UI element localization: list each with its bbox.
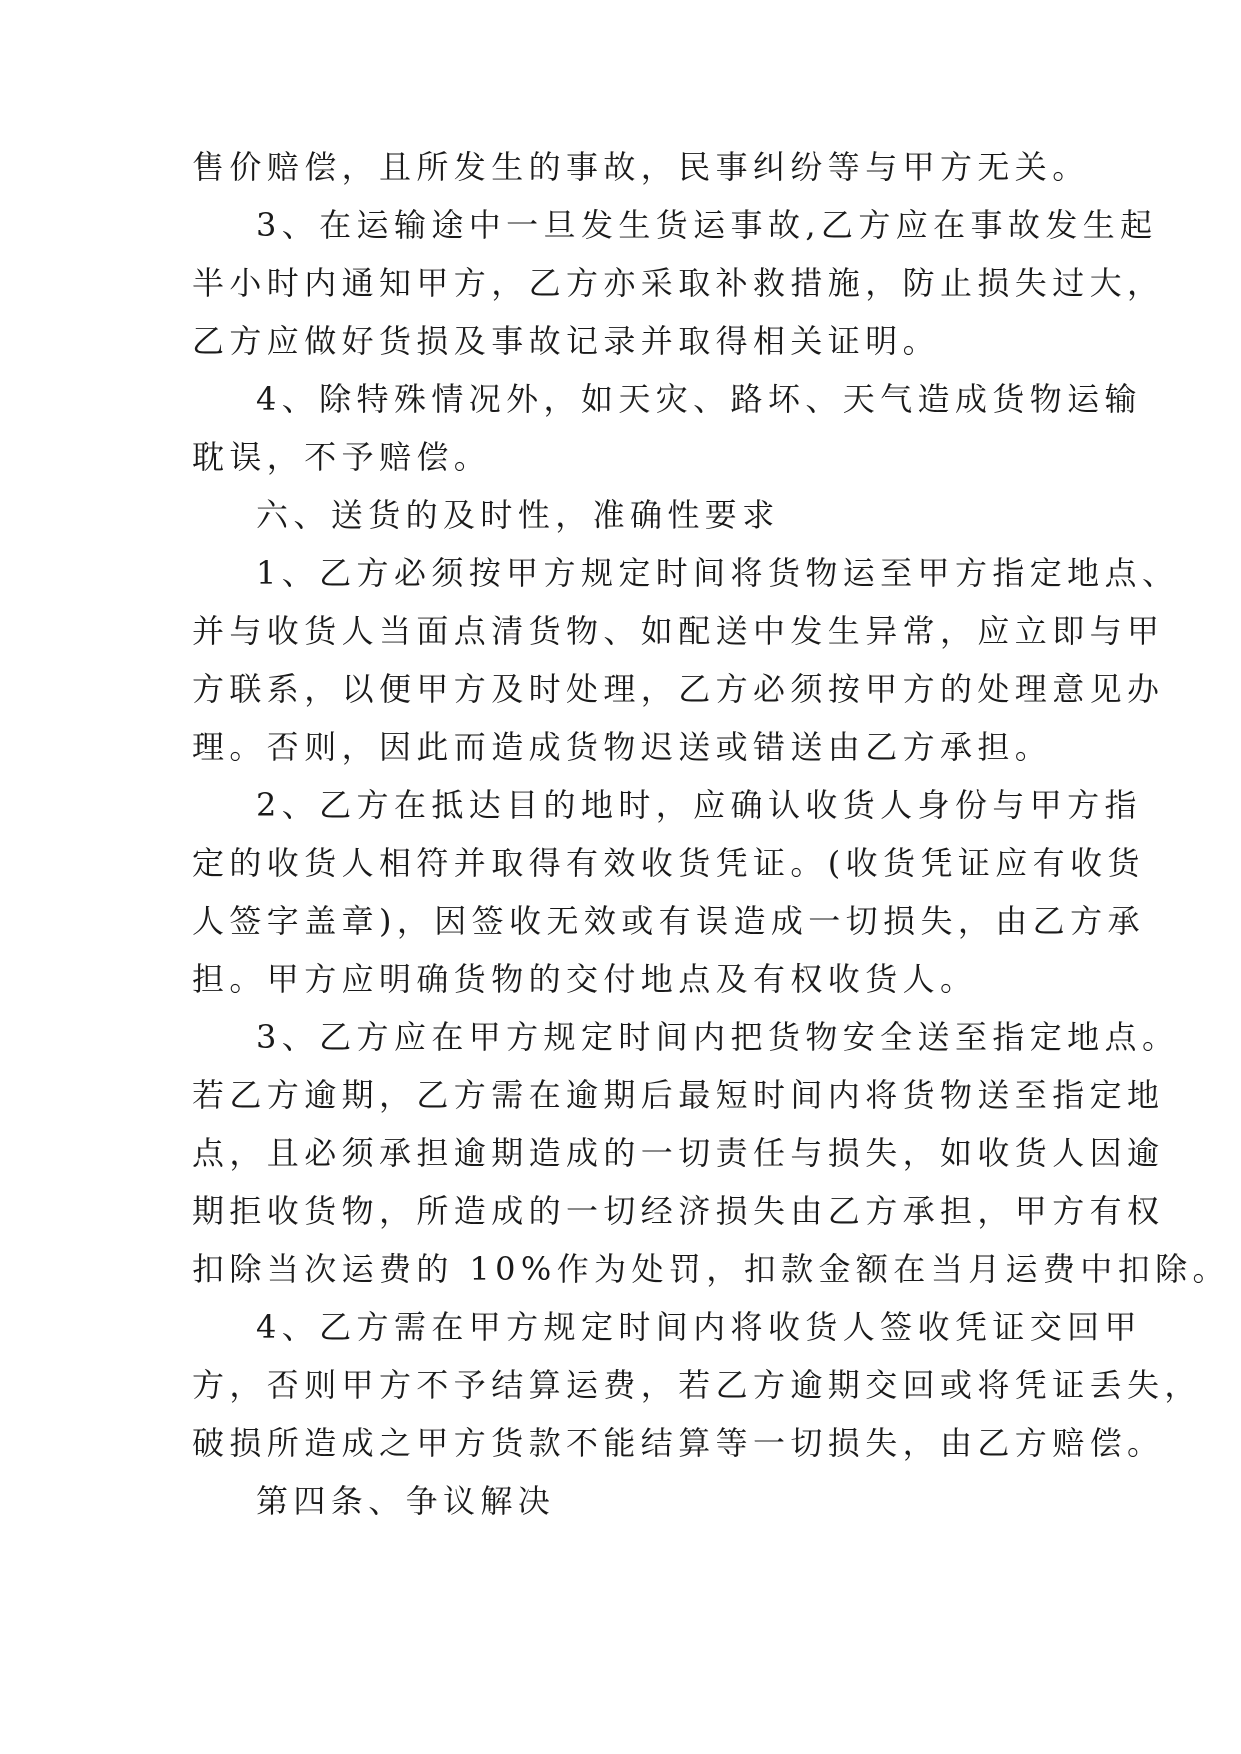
paragraph-line: 售价赔偿，且所发生的事故，民事纠纷等与甲方无关。	[192, 148, 1090, 186]
paragraph-line: 并与收货人当面点清货物、如配送中发生异常，应立即与甲	[192, 612, 1165, 650]
paragraph-line: 1、乙方必须按甲方规定时间将货物运至甲方指定地点、	[256, 554, 1180, 592]
paragraph-line: 乙方应做好货损及事故记录并取得相关证明。	[192, 322, 941, 360]
paragraph-line: 方联系，以便甲方及时处理，乙方必须按甲方的处理意见办	[192, 670, 1165, 708]
paragraph-line: 4、乙方需在甲方规定时间内将收货人签收凭证交回甲	[256, 1308, 1142, 1346]
paragraph-line: 期拒收货物，所造成的一切经济损失由乙方承担，甲方有权	[192, 1192, 1165, 1230]
paragraph-line: 破损所造成之甲方货款不能结算等一切损失，由乙方赔偿。	[192, 1424, 1165, 1462]
paragraph-line: 2、乙方在抵达目的地时，应确认收货人身份与甲方指	[256, 786, 1142, 824]
paragraph-line: 方，否则甲方不予结算运费，若乙方逾期交回或将凭证丢失，	[192, 1366, 1202, 1404]
paragraph-line: 3、在运输途中一旦发生货运事故,乙方应在事故发生起	[256, 206, 1158, 244]
paragraph-line: 人签字盖章)，因签收无效或有误造成一切损失，由乙方承	[192, 902, 1145, 940]
paragraph-line: 若乙方逾期，乙方需在逾期后最短时间内将货物送至指定地	[192, 1076, 1165, 1114]
paragraph-line: 担。甲方应明确货物的交付地点及有权收货人。	[192, 960, 978, 998]
paragraph-line: 扣除当次运费的 10%作为处罚，扣款金额在当月运费中扣除。	[192, 1250, 1230, 1288]
paragraph-line: 点，且必须承担逾期造成的一切责任与损失，如收货人因逾	[192, 1134, 1165, 1172]
paragraph-line: 理。否则，因此而造成货物迟送或错送由乙方承担。	[192, 728, 1053, 766]
section-heading: 六、送货的及时性，准确性要求	[256, 496, 780, 534]
paragraph-line: 耽误，不予赔偿。	[192, 438, 492, 476]
paragraph-line: 3、乙方应在甲方规定时间内把货物安全送至指定地点。	[256, 1018, 1180, 1056]
paragraph-line: 4、除特殊情况外，如天灾、路坏、天气造成货物运输	[256, 380, 1142, 418]
paragraph-line: 定的收货人相符并取得有效收货凭证。(收货凭证应有收货	[192, 844, 1145, 882]
section-heading: 第四条、争议解决	[256, 1482, 556, 1520]
paragraph-line: 半小时内通知甲方，乙方亦采取补救措施，防止损失过大，	[192, 264, 1165, 302]
